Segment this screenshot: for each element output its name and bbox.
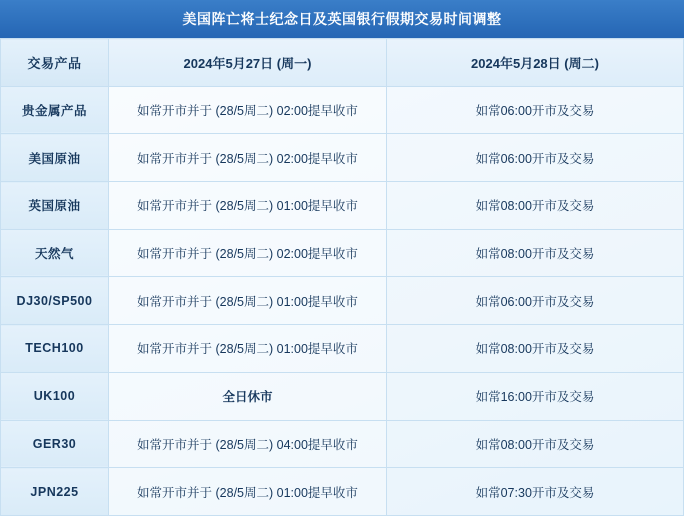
day1-schedule: 如常开市并于 (28/5周二) 01:00提早收市 — [109, 182, 387, 230]
day1-schedule: 如常开市并于 (28/5周二) 01:00提早收市 — [109, 277, 387, 325]
trading-hours-table — [0, 38, 684, 516]
table-header-row — [1, 39, 684, 87]
day1-schedule: 全日休市 — [109, 372, 387, 420]
notice-title-bar — [0, 0, 684, 38]
table-body — [1, 39, 684, 516]
table-row — [1, 468, 684, 516]
day1-schedule: 如常开市并于 (28/5周二) 01:00提早收市 — [109, 468, 387, 516]
day2-schedule: 如常08:00开市及交易 — [387, 325, 684, 373]
product-name: 英国原油 — [1, 182, 109, 230]
table-row — [1, 372, 684, 420]
day2-schedule: 如常06:00开市及交易 — [387, 134, 684, 182]
day1-schedule: 如常开市并于 (28/5周二) 02:00提早收市 — [109, 86, 387, 134]
product-name: TECH100 — [1, 325, 109, 373]
table-row — [1, 325, 684, 373]
column-header-product: 交易产品 — [1, 39, 109, 87]
day2-schedule: 如常08:00开市及交易 — [387, 420, 684, 468]
product-name: 美国原油 — [1, 134, 109, 182]
product-name: GER30 — [1, 420, 109, 468]
day1-schedule: 如常开市并于 (28/5周二) 02:00提早收市 — [109, 229, 387, 277]
table-row — [1, 182, 684, 230]
product-name: UK100 — [1, 372, 109, 420]
day2-schedule: 如常07:30开市及交易 — [387, 468, 684, 516]
column-header-day2: 2024年5月28日 (周二) — [387, 39, 684, 87]
table-row — [1, 277, 684, 325]
product-name: JPN225 — [1, 468, 109, 516]
day2-schedule: 如常06:00开市及交易 — [387, 277, 684, 325]
page-title: 美国阵亡将士纪念日及英国银行假期交易时间调整 — [182, 11, 502, 27]
day2-schedule: 如常06:00开市及交易 — [387, 86, 684, 134]
day2-schedule: 如常08:00开市及交易 — [387, 182, 684, 230]
table-row — [1, 134, 684, 182]
table-row — [1, 86, 684, 134]
day2-schedule: 如常16:00开市及交易 — [387, 372, 684, 420]
product-name: DJ30/SP500 — [1, 277, 109, 325]
day1-schedule: 如常开市并于 (28/5周二) 01:00提早收市 — [109, 325, 387, 373]
table-row — [1, 229, 684, 277]
column-header-day1: 2024年5月27日 (周一) — [109, 39, 387, 87]
day1-schedule: 如常开市并于 (28/5周二) 04:00提早收市 — [109, 420, 387, 468]
day2-schedule: 如常08:00开市及交易 — [387, 229, 684, 277]
product-name: 贵金属产品 — [1, 86, 109, 134]
day1-schedule: 如常开市并于 (28/5周二) 02:00提早收市 — [109, 134, 387, 182]
table-row — [1, 420, 684, 468]
product-name: 天然气 — [1, 229, 109, 277]
